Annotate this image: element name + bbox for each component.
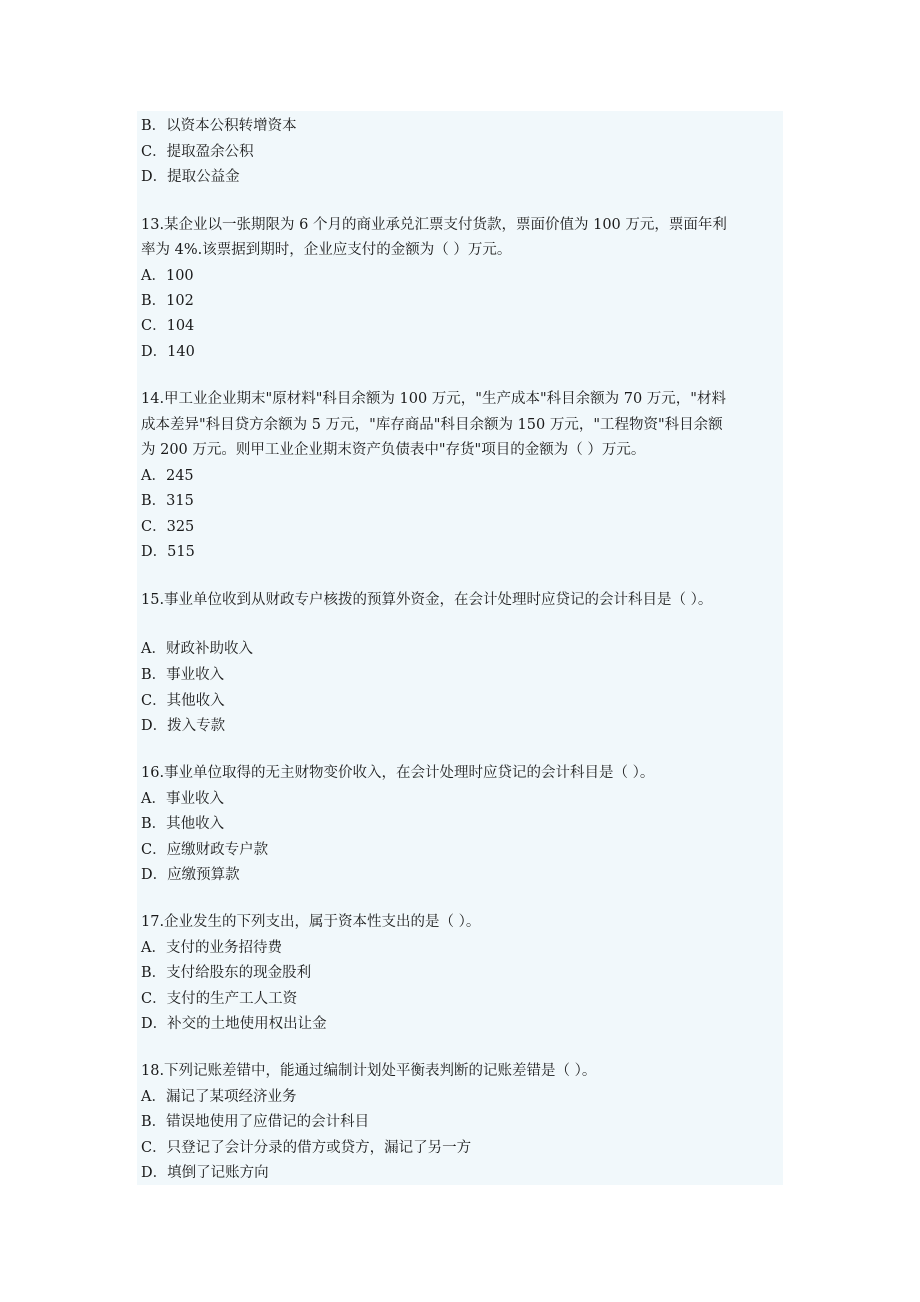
option-c: C．提取盈余公积: [141, 144, 254, 160]
option-a: A．事业收入: [141, 791, 224, 807]
option-a: A．财政补助收入: [141, 641, 253, 657]
question-text: 17.企业发生的下列支出，属于资本性支出的是（ ）。: [141, 914, 481, 930]
option-c: C．支付的生产工人工资: [141, 991, 298, 1007]
option-b: B．支付给股东的现金股利: [141, 965, 312, 981]
option-b: B．事业收入: [141, 667, 225, 683]
question-text: 18.下列记账差错中，能通过编制计划处平衡表判断的记账差错是（ ）。: [141, 1063, 597, 1079]
question-text: 14.甲工业企业期末"原材料"科目余额为 100 万元，"生产成本"科目余额为 70 万元，"材料: [141, 391, 726, 407]
question-text: 率为 4%.该票据到期时，企业应支付的金额为（ ）万元。: [141, 242, 512, 258]
option-d: D．提取公益金: [141, 169, 240, 185]
option-d: D．应缴预算款: [141, 867, 240, 883]
option-a: A．100: [141, 268, 194, 284]
option-d: D．515: [141, 544, 195, 560]
question-text: 成本差异"科目贷方余额为 5 万元，"库存商品"科目余额为 150 万元，"工程物资"科目余额: [141, 417, 723, 433]
option-c: C．325: [141, 519, 195, 535]
option-a: A．245: [141, 468, 194, 484]
option-d: D．拨入专款: [141, 718, 226, 734]
question-text: 为 200 万元。则甲工业企业期末资产负债表中"存货"项目的金额为（ ）万元。: [141, 442, 646, 458]
option-d: D．补交的土地使用权出让金: [141, 1016, 327, 1032]
option-b: B．315: [141, 493, 194, 509]
question-text: 13.某企业以一张期限为 6 个月的商业承兑汇票支付货款，票面价值为 100 万元，票面年利: [141, 217, 727, 233]
document-content: [137, 111, 783, 1185]
option-b: B．其他收入: [141, 816, 225, 832]
option-c: C．只登记了会计分录的借方或贷方，漏记了另一方: [141, 1140, 472, 1156]
option-b: B．错误地使用了应借记的会计科目: [141, 1114, 370, 1130]
option-c: C．其他收入: [141, 693, 225, 709]
option-c: C．104: [141, 318, 195, 334]
question-text: 16.事业单位取得的无主财物变价收入，在会计处理时应贷记的会计科目是（ ）。: [141, 765, 655, 781]
option-b: B．102: [141, 293, 194, 309]
option-c: C．应缴财政专户款: [141, 842, 269, 858]
question-text: 15.事业单位收到从财政专户核拨的预算外资金，在会计处理时应贷记的会计科目是（ ）。: [141, 592, 713, 608]
option-d: D．140: [141, 344, 195, 360]
option-a: A．支付的业务招待费: [141, 940, 282, 956]
option-d: D．填倒了记账方向: [141, 1165, 269, 1181]
option-a: A．漏记了某项经济业务: [141, 1089, 297, 1105]
option-b: B．以资本公积转增资本: [141, 118, 297, 134]
